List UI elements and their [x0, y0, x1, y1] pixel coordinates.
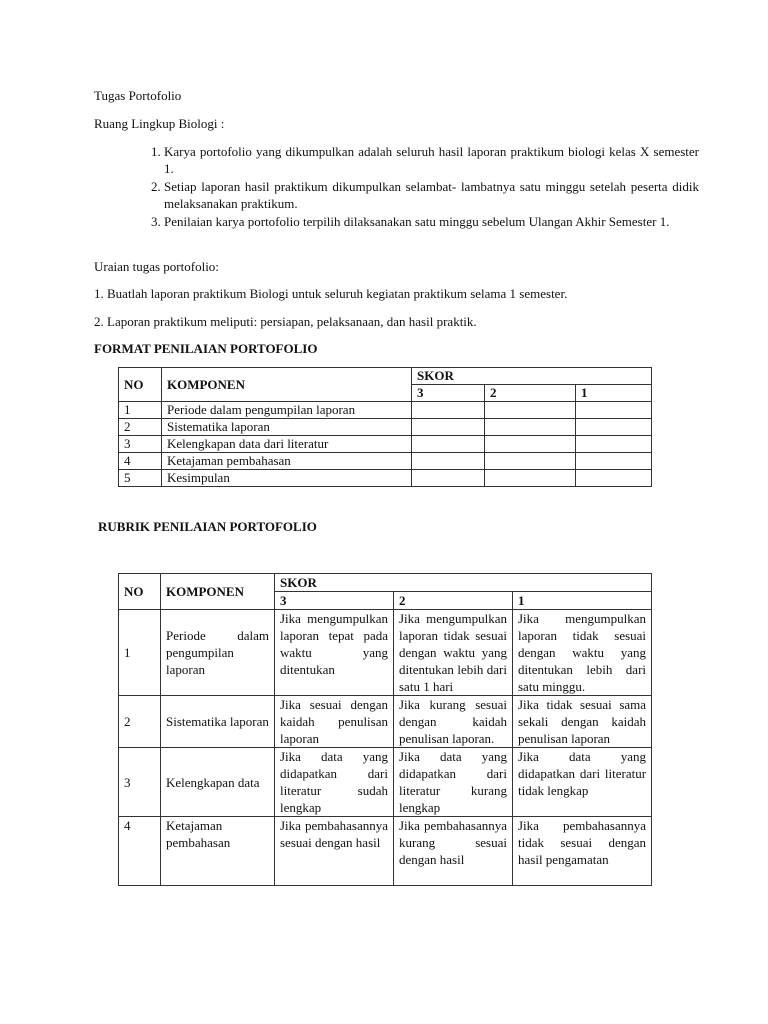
col-header-no: NO — [119, 368, 162, 402]
col-header-skor: SKOR — [412, 368, 652, 385]
scope-item: 3. Penilaian karya portofolio terpilih dilaksanakan satu minggu sebelum Ulangan Akhir Semester 1. — [164, 213, 699, 230]
col-header-no: NO — [119, 574, 161, 610]
skor-level: 3 — [412, 385, 485, 402]
cell-text: Jika pembahasannya sesuai dengan hasil — [280, 818, 388, 850]
format-heading: FORMAT PENILAIAN PORTOFOLIO — [94, 341, 318, 356]
cell-no: 1 — [119, 402, 162, 419]
cell-no: 2 — [119, 696, 161, 748]
skor-level: 2 — [394, 592, 513, 610]
score-cell — [576, 402, 652, 419]
rubrik-heading: RUBRIK PENILAIAN PORTOFOLIO — [98, 519, 317, 534]
cell-no: 5 — [119, 470, 162, 487]
cell-skor-3: Jika mengumpulkan laporan tepat pada waktu yang ditentukan — [275, 610, 394, 696]
scope-label: Ruang Lingkup Biologi : — [94, 116, 225, 131]
skor-level: 1 — [513, 592, 652, 610]
skor-level: 3 — [275, 592, 394, 610]
table-row — [119, 470, 652, 487]
score-cell — [485, 402, 576, 419]
task-item: 1. Buatlah laporan praktikum Biologi untuk seluruh kegiatan praktikum selama 1 semester. — [94, 286, 568, 301]
score-cell — [576, 436, 652, 453]
cell-komponen: Kelengkapan data dari literatur — [162, 436, 412, 453]
skor-level: 1 — [576, 385, 652, 402]
cell-text: Jika pembahasannya kurang sesuai dengan hasil — [399, 818, 507, 867]
cell-no: 1 — [119, 610, 161, 696]
scope-item: 1. Karya portofolio yang dikumpulkan adalah seluruh hasil laporan praktikum biologi kelas X semester 1. — [164, 143, 699, 177]
cell-skor-3 — [275, 817, 394, 886]
cell-komponen: Sistematika laporan — [161, 696, 275, 748]
cell-no: 3 — [119, 748, 161, 817]
score-cell — [576, 470, 652, 487]
cell-komponen: Sistematika laporan — [162, 419, 412, 436]
score-cell — [412, 402, 485, 419]
table-row — [119, 696, 652, 748]
score-cell — [485, 470, 576, 487]
cell-no: 3 — [119, 436, 162, 453]
cell-skor-1: Jika data yang didapatkan dari literatur tidak lengkap — [513, 748, 652, 817]
cell-no: 4 — [119, 817, 161, 886]
table-row — [119, 436, 652, 453]
score-cell — [485, 436, 576, 453]
format-table — [118, 367, 652, 487]
score-cell — [412, 470, 485, 487]
score-cell — [412, 436, 485, 453]
scope-list — [140, 143, 699, 231]
score-cell — [576, 419, 652, 436]
cell-komponen: Ketajaman pembahasan — [161, 817, 275, 886]
col-header-komponen: KOMPONEN — [162, 368, 412, 402]
cell-skor-2: Jika mengumpulkan laporan tidak sesuai dengan waktu yang ditentukan lebih dari satu 1 hari — [394, 610, 513, 696]
table-row — [119, 610, 652, 696]
rubrik-table — [118, 573, 652, 886]
document-title: Tugas Portofolio — [94, 88, 182, 103]
cell-no: 4 — [119, 453, 162, 470]
uraian-label: Uraian tugas portofolio: — [94, 259, 219, 274]
table-header-row — [119, 368, 652, 385]
cell-komponen: Periode dalam pengumpilan laporan — [161, 610, 275, 696]
cell-komponen: Ketajaman pembahasan — [162, 453, 412, 470]
table-row — [119, 402, 652, 419]
table-row — [119, 453, 652, 470]
task-item: 2. Laporan praktikum meliputi: persiapan, pelaksanaan, dan hasil praktik. — [94, 314, 477, 329]
table-row — [119, 817, 652, 886]
score-cell — [485, 419, 576, 436]
cell-skor-2 — [394, 817, 513, 886]
score-cell — [576, 453, 652, 470]
cell-text: Jika pembahasannya tidak sesuai dengan hasil pengamatan — [518, 818, 647, 867]
score-cell — [412, 453, 485, 470]
cell-skor-2: Jika kurang sesuai dengan kaidah penulisan laporan. — [394, 696, 513, 748]
cell-skor-3: Jika sesuai dengan kaidah penulisan laporan — [275, 696, 394, 748]
col-header-komponen: KOMPONEN — [161, 574, 275, 610]
cell-skor-1: Jika tidak sesuai sama sekali dengan kaidah penulisan laporan — [513, 696, 652, 748]
table-row — [119, 419, 652, 436]
skor-level: 2 — [485, 385, 576, 402]
table-header-row — [119, 574, 652, 592]
cell-no: 2 — [119, 419, 162, 436]
col-header-skor: SKOR — [275, 574, 652, 592]
cell-skor-3: Jika data yang didapatkan dari literatur sudah lengkap — [275, 748, 394, 817]
cell-skor-1 — [513, 817, 652, 886]
cell-skor-1: Jika mengumpulkan laporan tidak sesuai dengan waktu yang ditentukan lebih dari satu minggu. — [513, 610, 652, 696]
cell-komponen: Periode dalam pengumpilan laporan — [162, 402, 412, 419]
cell-komponen: Kesimpulan — [162, 470, 412, 487]
table-row — [119, 748, 652, 817]
score-cell — [412, 419, 485, 436]
cell-skor-2: Jika data yang didapatkan dari literatur kurang lengkap — [394, 748, 513, 817]
cell-komponen: Kelengkapan data — [161, 748, 275, 817]
scope-item: 2. Setiap laporan hasil praktikum dikumpulkan selambat- lambatnya satu minggu setelah peserta didik melaksanakan praktikum. — [164, 178, 699, 212]
score-cell — [485, 453, 576, 470]
